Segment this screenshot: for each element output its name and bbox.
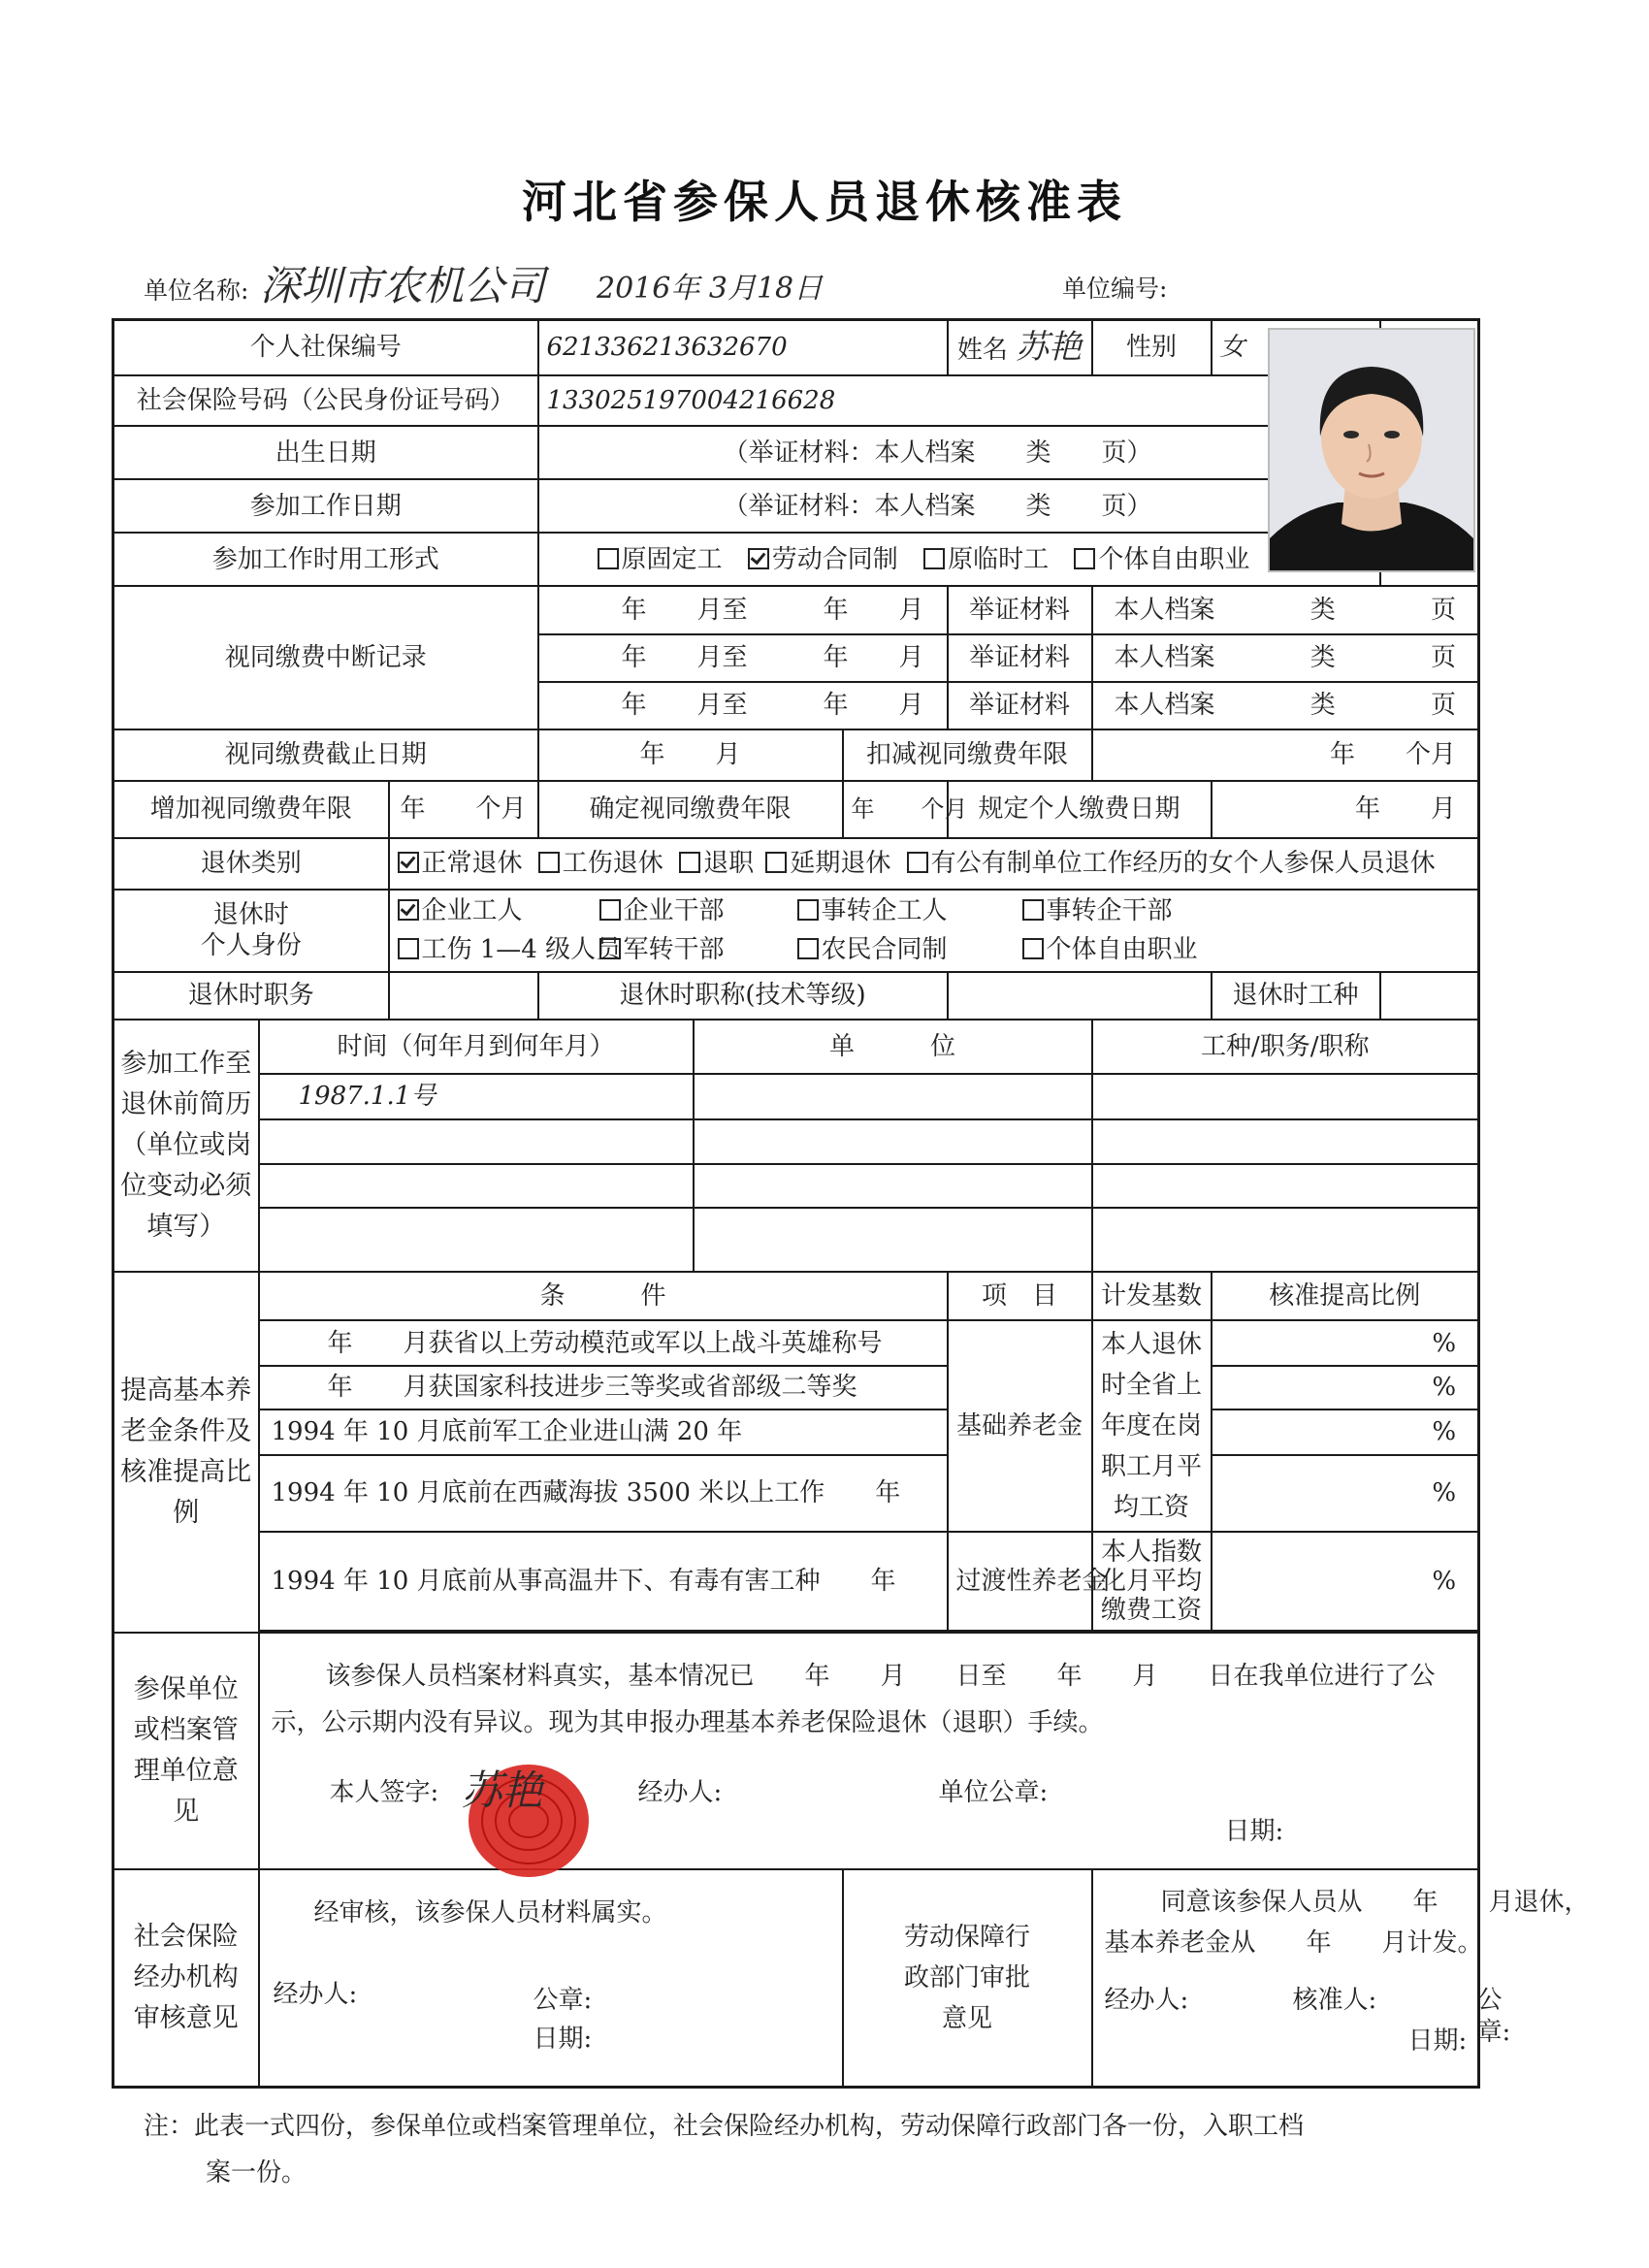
ss-no-label: 个人社保编号 [113, 320, 538, 375]
raise-col-item: 项 目 [948, 1272, 1092, 1321]
interruption-period-1: 年 月至 年 月 [538, 586, 948, 634]
gender-value: 女 [1212, 320, 1380, 375]
name-value: 苏艳 [1016, 328, 1083, 367]
labor-opinion-text: 同意该参保人员从 年 月退休，基本养老金从 年 月计发。 [1104, 1888, 1590, 1959]
id-photo [1268, 328, 1475, 572]
name-label: 姓名 [956, 336, 1008, 365]
option-public-worker[interactable]: 事转企工人 [797, 895, 1022, 927]
raise-condition-4: 1994 年 10 月底前在西藏海拔 3500 米以上工作 年 [259, 1455, 948, 1532]
unit-seal-label: 单位公章: [938, 1778, 1049, 1808]
birth-evidence: （举证材料：本人档案 类 页） [538, 426, 1380, 479]
raise-col-base: 计发基数 [1092, 1272, 1212, 1321]
raise-condition-3: 1994 年 10 月底前军工企业进山满 20 年 [259, 1409, 948, 1455]
id-label: 社会保险号码（公民身份证号码） [113, 375, 538, 427]
employment-form-label: 参加工作时用工形式 [113, 533, 538, 586]
option-freelance-2[interactable]: 个体自由职业 [1022, 934, 1236, 966]
raise-condition-5: 1994 年 10 月底前从事高温井下、有毒有害工种 年 [259, 1532, 948, 1631]
unit-opinion-text: 该参保人员档案材料真实，基本情况已 年 月 日至 年 月 日在我单位进行了公示，公示期内没有异议。现为其申报办理基本养老保险退休（退职）手续。 [271, 1662, 1436, 1738]
interruption-evidence-2: 本人档案 类 页 [1092, 634, 1479, 682]
checkbox-public-worker[interactable] [797, 899, 819, 921]
option-farmer-contract[interactable]: 农民合同制 [797, 934, 1022, 966]
footnote-line-1: 注：此表一式四份，参保单位或档案管理单位，社会保险经办机构，劳动保障行政部门各一份，入职工档 [144, 2112, 1305, 2141]
deemed-end-value: 年 月 [538, 729, 843, 781]
self-sign-label: 本人签字: [329, 1778, 439, 1808]
agency-opinion-cell [259, 1869, 843, 2087]
form-date: 2016年 3月18日 [597, 272, 824, 306]
checkbox-freelance-2[interactable] [1022, 938, 1044, 959]
unit-no-label: 单位编号: [1062, 275, 1168, 303]
option-fixed[interactable]: 原固定工 [598, 545, 723, 574]
base-basic: 本人退休时全省上年度在岗职工月平均工资 [1092, 1320, 1212, 1532]
trade-label: 退休时工种 [1212, 972, 1380, 1020]
deemed-end-label: 视同缴费截止日期 [113, 729, 538, 781]
option-resign[interactable]: 退职 [679, 849, 754, 878]
interruption-evidence-3: 本人档案 类 页 [1092, 682, 1479, 729]
interruption-evidence-1: 本人档案 类 页 [1092, 586, 1479, 634]
page-title: 河北省参保人员退休核准表 [522, 176, 1127, 228]
raise-col-condition: 条 件 [259, 1272, 948, 1321]
resume-time-2 [259, 1119, 694, 1164]
option-public-cadre[interactable]: 事转企干部 [1022, 895, 1236, 927]
option-cadre[interactable]: 企业干部 [599, 895, 797, 927]
add-label: 增加视同缴费年限 [113, 781, 389, 838]
checkbox-public-cadre[interactable] [1022, 899, 1044, 921]
agency-opinion-label: 社会保险经办机构审核意见 [113, 1869, 259, 2087]
checkbox-fixed[interactable] [598, 548, 619, 569]
footnote-line-2: 案一份。 [206, 2158, 307, 2187]
footnote [144, 2103, 1482, 2196]
resume-unit-3 [694, 1164, 1092, 1209]
option-female-public[interactable]: 有公有制单位工作经历的女个人参保人员退休 [907, 849, 1436, 878]
labor-opinion-label: 劳动保障行政部门审批意见 [843, 1869, 1092, 2087]
unit-date-label: 日期: [1224, 1817, 1284, 1847]
duty-value [389, 972, 538, 1020]
option-temporary[interactable]: 原临时工 [923, 545, 1049, 574]
base-transition: 本人指数化月平均缴费工资 [1092, 1532, 1212, 1631]
retirement-approval-table [112, 318, 1590, 2089]
name-cell [948, 320, 1092, 375]
ratio-2: % [1212, 1366, 1479, 1409]
resume-job-2 [1092, 1119, 1479, 1164]
checkbox-delayed-retire[interactable] [765, 852, 787, 873]
interruption-evidence-label-2: 举证材料 [948, 634, 1092, 682]
checkbox-military-cadre[interactable] [599, 938, 621, 959]
checkbox-female-public[interactable] [907, 852, 928, 873]
resume-col-unit: 单 位 [694, 1020, 1092, 1074]
checkbox-contract[interactable] [748, 548, 769, 569]
resume-job-3 [1092, 1164, 1479, 1209]
checkbox-normal-retire[interactable] [398, 852, 419, 873]
confirm-label: 确定视同缴费年限 [538, 781, 843, 838]
resume-label: 参加工作至退休前简历（单位或岗位变动必须填写） [113, 1020, 259, 1272]
pay-date-label: 规定个人缴费日期 [948, 781, 1212, 838]
retire-type-options [389, 838, 1479, 890]
agency-opinion-text: 经审核，该参保人员材料属实。 [313, 1898, 667, 1928]
ratio-3: % [1212, 1409, 1479, 1455]
work-start-label: 参加工作日期 [113, 479, 538, 533]
unit-name-value: 深圳市农机公司 [260, 262, 546, 309]
agency-handler-label: 经办人: [273, 1980, 358, 2010]
pay-date-value: 年 月 [1212, 781, 1479, 838]
ratio-5: % [1212, 1532, 1479, 1631]
add-value: 年 个月 [389, 781, 538, 838]
labor-handler-label: 经办人: [1104, 1986, 1189, 2016]
resume-unit-1 [694, 1074, 1092, 1119]
deduct-label: 扣减视同缴费年限 [843, 729, 1092, 781]
identity-options [389, 890, 1479, 973]
resume-col-time: 时间（何年月到何年月） [259, 1020, 694, 1074]
title-value [948, 972, 1212, 1020]
resume-unit-2 [694, 1119, 1092, 1164]
labor-seal-label: 公章: [1476, 1986, 1511, 2047]
resume-job-1 [1092, 1074, 1479, 1119]
agency-seal-label: 公章: [533, 1986, 593, 2016]
unit-opinion-cell [259, 1633, 1479, 1869]
option-contract[interactable]: 劳动合同制 [748, 545, 898, 574]
option-worker[interactable]: 企业工人 [398, 895, 599, 927]
labor-approver-label: 核准人: [1292, 1986, 1377, 2016]
resume-col-job: 工种/职务/职称 [1092, 1020, 1479, 1074]
interruption-period-2: 年 月至 年 月 [538, 634, 948, 682]
work-start-evidence: （举证材料：本人档案 类 页） [538, 479, 1380, 533]
unit-opinion-label: 参保单位或档案管理单位意见 [113, 1633, 259, 1869]
checkbox-injury-retire[interactable] [538, 852, 560, 873]
item-transition-pension: 过渡性养老金 [948, 1532, 1092, 1631]
raise-condition-1: 年 月获省以上劳动模范或军以上战斗英雄称号 [259, 1320, 948, 1366]
checkbox-injury-level[interactable] [398, 938, 419, 959]
self-sign-value: 苏艳 [461, 1766, 543, 1815]
identity-label: 退休时 个人身份 [113, 890, 389, 973]
option-military-cadre[interactable]: 军转干部 [599, 934, 797, 966]
resume-time-1: 1987.1.1号 [259, 1074, 694, 1119]
resume-job-4 [1092, 1208, 1479, 1271]
resume-time-3 [259, 1164, 694, 1209]
unit-name-label: 单位名称: [144, 276, 249, 305]
checkbox-worker[interactable] [398, 899, 419, 921]
agency-date-label: 日期: [533, 2025, 593, 2055]
trade-value [1380, 972, 1479, 1020]
checkbox-temporary[interactable] [923, 548, 945, 569]
ratio-4: % [1212, 1455, 1479, 1532]
labor-opinion-cell [1092, 1869, 1590, 2087]
gender-label: 性别 [1092, 320, 1212, 375]
birth-label: 出生日期 [113, 426, 538, 479]
raise-col-ratio: 核准提高比例 [1212, 1272, 1479, 1321]
interruption-evidence-label-3: 举证材料 [948, 682, 1092, 729]
employment-form-options [538, 533, 1380, 586]
id-value: 133025197004216628 [538, 375, 1380, 427]
option-injury-level[interactable]: 工伤 1—4 级人员 [398, 934, 599, 966]
ss-no-value: 621336213632670 [538, 320, 948, 375]
interruption-evidence-label-1: 举证材料 [948, 586, 1092, 634]
resume-unit-4 [694, 1208, 1092, 1271]
raise-label: 提高基本养老金条件及核准提高比例 [113, 1272, 259, 1634]
ratio-1: % [1212, 1320, 1479, 1366]
deduct-value: 年 个月 [1092, 729, 1479, 781]
option-freelance[interactable]: 个体自由职业 [1074, 545, 1249, 574]
duty-label: 退休时职务 [113, 972, 389, 1020]
option-injury-retire[interactable]: 工伤退休 [538, 849, 663, 878]
unit-handler-label: 经办人: [637, 1778, 723, 1808]
confirm-value: 年 个月 [843, 781, 948, 838]
checkbox-freelance[interactable] [1074, 548, 1095, 569]
checkbox-cadre[interactable] [599, 899, 621, 921]
portrait-image [1270, 330, 1473, 570]
option-delayed-retire[interactable]: 延期退休 [765, 849, 890, 878]
resume-time-4 [259, 1208, 694, 1271]
option-normal-retire[interactable]: 正常退休 [398, 849, 523, 878]
item-basic-pension: 基础养老金 [948, 1320, 1092, 1532]
raise-condition-2: 年 月获国家科技进步三等奖或省部级二等奖 [259, 1366, 948, 1409]
title-label: 退休时职称(技术等级) [538, 972, 948, 1020]
retire-type-label: 退休类别 [113, 838, 389, 890]
labor-date-label: 日期: [1407, 2026, 1468, 2057]
interruption-period-3: 年 月至 年 月 [538, 682, 948, 729]
checkbox-farmer-contract[interactable] [797, 938, 819, 959]
interruption-label: 视同缴费中断记录 [113, 586, 538, 729]
checkbox-resign[interactable] [679, 852, 700, 873]
